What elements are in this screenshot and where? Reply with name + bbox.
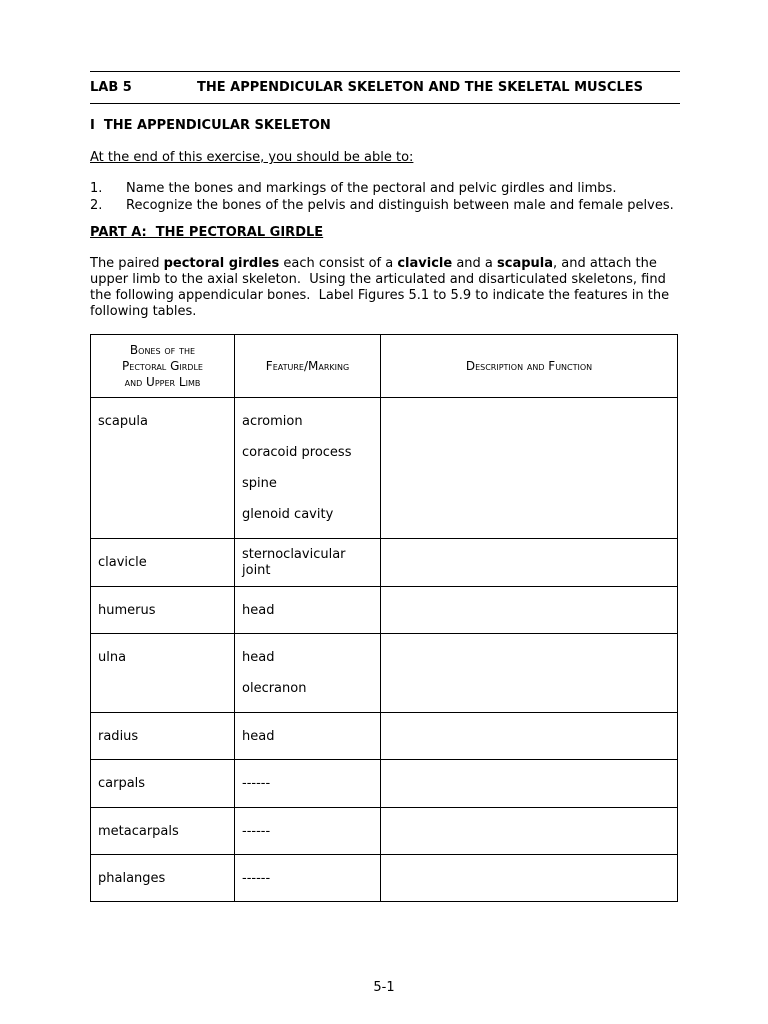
term-pectoral-girdles: pectoral girdles [163, 256, 280, 271]
feature-cell [235, 760, 381, 808]
bone-name: carpals [91, 760, 235, 808]
description-cell[interactable] [381, 855, 678, 902]
objective-number: 1. [90, 181, 103, 196]
feature-item: spine [242, 476, 277, 491]
feature-item: head [242, 650, 275, 665]
header-bones [91, 335, 235, 398]
table-row [91, 539, 678, 587]
feature-item: acromion [242, 414, 303, 429]
lab-title: THE APPENDICULAR SKELETON AND THE SKELETAL MUSCLES [197, 80, 643, 95]
description-cell[interactable] [381, 760, 678, 808]
objective-text: Recognize the bones of the pelvis and distinguish between male and female pelves. [126, 198, 674, 213]
bones-table [90, 334, 678, 902]
page-number: 5-1 [373, 980, 395, 995]
feature-cell [235, 398, 381, 539]
feature-cell [235, 587, 381, 634]
paragraph-text: , and attach the upper limb to the axial skeleton. Using the articulated and disarticulated skeletons, find the following appendicular bones. Label Figures 5.1 to 5.9 to indicate the features in the following tables. [90, 256, 674, 319]
paragraph-text: and a [452, 256, 498, 271]
description-cell[interactable] [381, 539, 678, 587]
feature-item: glenoid cavity [242, 507, 334, 522]
table-row [91, 855, 678, 902]
part-a-title: PART A: THE PECTORAL GIRDLE [90, 225, 324, 240]
table-row [91, 760, 678, 808]
description-cell[interactable] [381, 634, 678, 713]
bone-name: ulna [91, 634, 235, 713]
header-bones-line: and Upper Limb [124, 375, 201, 389]
header-bones-line: Bones of the [129, 343, 196, 357]
table-row [91, 398, 678, 539]
bone-name: radius [91, 713, 235, 760]
feature-cell [235, 634, 381, 713]
feature-cell [235, 855, 381, 902]
feature-item: head [242, 728, 275, 744]
feature-item: ------ [242, 776, 271, 791]
feature-item: ------ [242, 823, 271, 839]
table-row [91, 587, 678, 634]
lab-number: LAB 5 [90, 80, 132, 95]
header-description: Description and Function [381, 335, 678, 398]
objective-text: Name the bones and markings of the pectoral and pelvic girdles and limbs. [126, 181, 617, 196]
header-bottom-rule [90, 103, 680, 104]
header-feature: Feature/Marking [235, 335, 381, 398]
objectives-intro: At the end of this exercise, you should be able to: [90, 150, 414, 165]
feature-item: head [242, 602, 275, 618]
objective-number: 2. [90, 198, 103, 213]
table-row [91, 634, 678, 713]
feature-item: olecranon [242, 681, 307, 696]
feature-cell [235, 808, 381, 855]
term-clavicle: clavicle [397, 256, 453, 271]
paragraph-text: each consist of a [279, 256, 398, 271]
header-bones-line: Pectoral Girdle [122, 359, 203, 373]
feature-item: sternoclavicular joint [242, 546, 346, 578]
description-cell[interactable] [381, 713, 678, 760]
description-cell[interactable] [381, 398, 678, 539]
table-header-row [91, 335, 678, 398]
section-title: I THE APPENDICULAR SKELETON [90, 118, 331, 133]
feature-item: ------ [242, 870, 271, 886]
feature-cell [235, 539, 381, 587]
bone-name: scapula [91, 398, 235, 539]
top-rule [90, 71, 680, 72]
bone-name: metacarpals [91, 808, 235, 855]
feature-item: coracoid process [242, 445, 352, 460]
description-cell[interactable] [381, 808, 678, 855]
table-row [91, 713, 678, 760]
bone-name: phalanges [91, 855, 235, 902]
feature-cell [235, 713, 381, 760]
table-row [91, 808, 678, 855]
bone-name: humerus [91, 587, 235, 634]
term-scapula: scapula [497, 256, 554, 271]
bone-name: clavicle [91, 539, 235, 587]
intro-paragraph [90, 256, 682, 320]
description-cell[interactable] [381, 587, 678, 634]
paragraph-text: The paired [90, 256, 164, 271]
